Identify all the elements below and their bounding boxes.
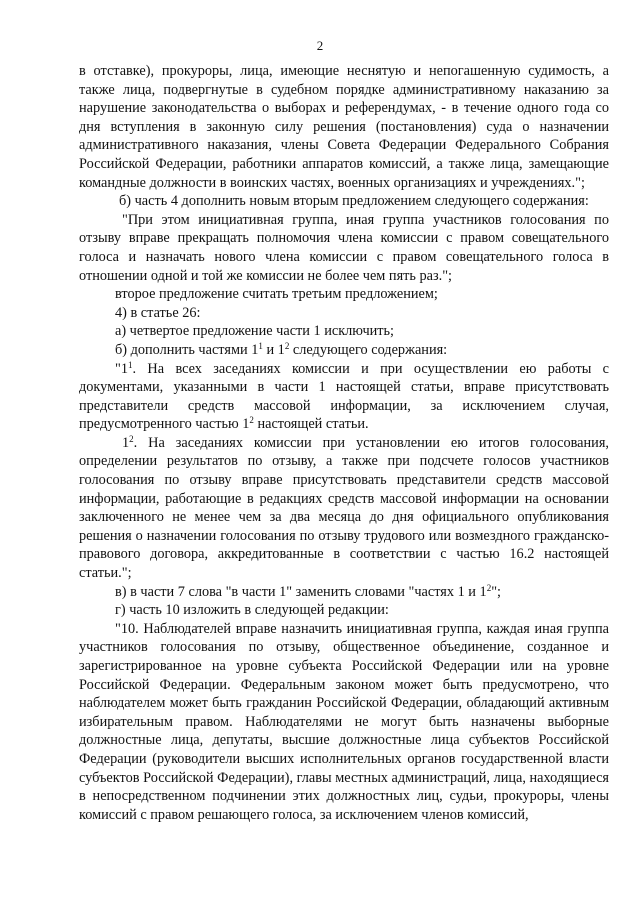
text-run: следующего содержания: — [289, 341, 448, 358]
paragraph-item-b-part4: б) часть 4 дополнить новым вторым предложением следующего содержания: — [119, 193, 589, 210]
text-run: и 1 — [262, 341, 285, 358]
superscript: 2 — [486, 582, 492, 593]
paragraph-article-26: 4) в статье 26: — [115, 304, 201, 321]
paragraph-part-1-1 — [79, 360, 609, 434]
text-run: . На всех заседаниях комиссии и при осуществлении ею работы с документами, указанными в части 1 настоящей статьи, вправе присутствовать представители средств массовой информации, за исключением случая, предусмотренного частью 1 — [79, 360, 609, 433]
paragraph-second-sentence: второе предложение считать третьим предложением; — [115, 286, 438, 303]
paragraph-continuation: в отставке), прокуроры, лица, имеющие неснятую и непогашенную судимость, а также лица, подвергнутые в судебном порядке административному наказанию за нарушение законодательства о выборах и референдумах, - в течение одного года со дня вступления в законную силу решения (постановления) суда о назначении административного наказания, члены Совета Федерации Федерального Собрания Российской Федерации, работники аппаратов комиссий, а также лица, замещающие командные должности в воинских частях, военных организациях и учреждениях."; — [79, 63, 609, 191]
text-run: . На заседаниях комиссии при установлении ею итогов голосования, определении результатов по отзыву, а также при подсчете голосов участников голосования по отзыву вправе присутствовать представители средств массовой информации, работающие в редакциях средств массовой информации на основании заключенного не менее чем за два месяца до дня официального опубликования решения о назначении голосования по отзыву трудового или возмездного гражданско-правового договора, аккредитованные в соответствии с частью 16.2 настоящей статьи."; — [79, 434, 609, 582]
text-run: б) дополнить частями 1 — [115, 341, 259, 358]
text-run: "1 — [115, 360, 128, 377]
page-number: 2 — [316, 38, 324, 53]
text-run: 1 — [122, 434, 130, 451]
paragraph-item-v — [79, 583, 609, 602]
paragraph-item-b-add-parts — [79, 341, 609, 360]
text-run: в) в части 7 слова "в части 1" заменить словами "частях 1 и 1 — [115, 583, 487, 600]
paragraph-item-g: г) часть 10 изложить в следующей редакции: — [115, 602, 389, 619]
document-body — [79, 62, 609, 824]
paragraph-item-a: а) четвертое предложение части 1 исключить; — [115, 323, 395, 340]
paragraph-part-1-2 — [79, 434, 609, 583]
text-run: настоящей статьи. — [253, 416, 369, 433]
superscript: 2 — [249, 415, 254, 426]
paragraph-quoted-sentence: "При этом инициативная группа, иная группа участников голосования по отзыву вправе прекращать полномочия члена комиссии с правом совещательного голоса и назначать нового члена комиссии с правом совещательного голоса в отношении одной и той же комиссии не более чем пять раз."; — [79, 211, 609, 284]
superscript: 1 — [128, 359, 133, 370]
text-run: "; — [491, 583, 501, 600]
superscript: 2 — [129, 433, 134, 444]
paragraph-part-10: "10. Наблюдателей вправе назначить инициативная группа, каждая иная группа участников голосования по отзыву, общественное объединение, созданное и зарегистрированное на уровне субъекта Российской Федерации или на уровне Российской Федерации. Федеральным законом может быть предусмотрено, что наблюдателем может быть гражданин Российской Федерации, обладающий активным избирательным правом. Наблюдателями не могут быть назначены выборные должностные лица, депутаты, высшие должностные лица субъектов Российской Федерации (руководители высших исполнительных органов государственной власти субъектов Российской Федерации), главы местных администраций, лица, находящиеся в непосредственном подчинении этих должностных лиц, судьи, прокуроры, члены комиссий с правом решающего голоса, за исключением членов комиссий, — [79, 620, 609, 823]
superscript: 1 — [258, 340, 263, 351]
superscript: 2 — [284, 340, 290, 351]
